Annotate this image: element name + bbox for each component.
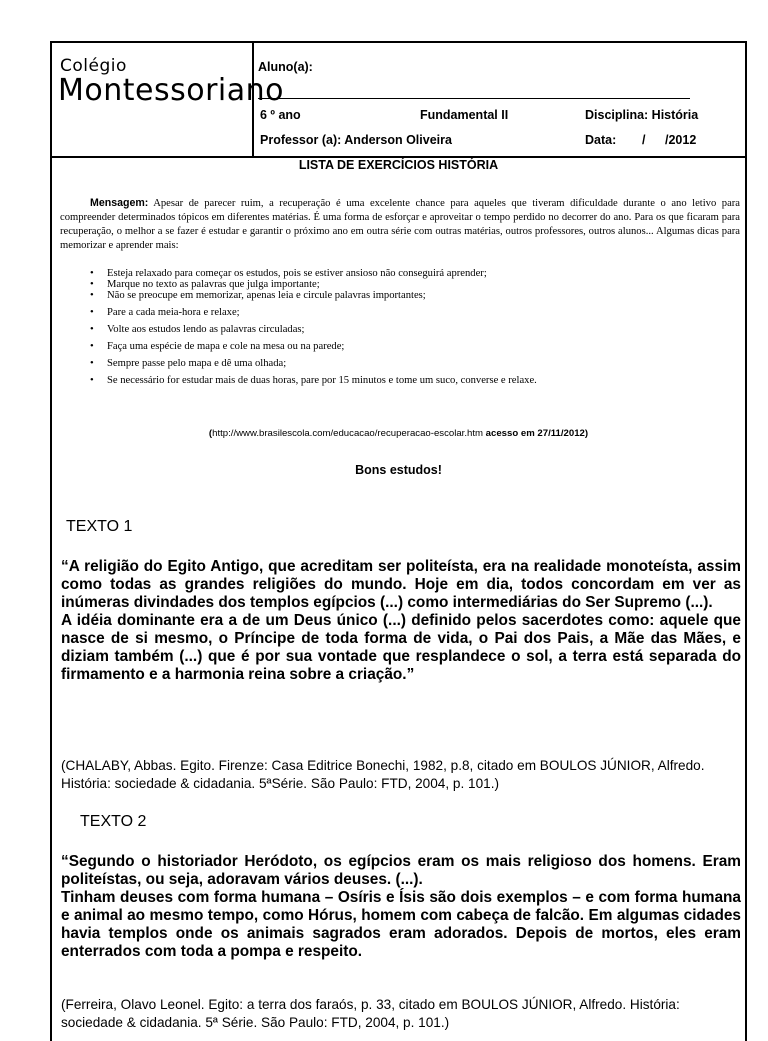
teacher: Professor (a): Anderson Oliveira [260, 133, 452, 147]
worksheet-page [50, 41, 747, 1041]
source-access-date: acesso em 27/11/2012) [483, 428, 589, 439]
bullet-icon: • [90, 358, 94, 369]
list-item: • Esteja relaxado para começar os estudos, pois se estiver ansioso não conseguirá aprender; [90, 268, 487, 279]
bullet-icon: • [90, 279, 94, 290]
header [52, 43, 745, 158]
list-item: • Faça uma espécie de mapa e cole na mesa ou na parede; [90, 341, 345, 352]
bullet-icon: • [90, 341, 94, 352]
texto2-citation: (Ferreira, Olavo Leonel. Egito: a terra dos faraós, p. 33, citado em BOULOS JÚNIOR, Alfredo. História: sociedade & cidadania. 5ª Série. São Paulo: FTD, 2004, p. 101.) [61, 997, 680, 1030]
list-item: • Volte aos estudos lendo as palavras circuladas; [90, 324, 305, 335]
bullet-icon: • [90, 324, 94, 335]
texto2-quote: “Segundo o historiador Heródoto, os egípcios eram os mais religioso dos homens. Eram politeístas, ou seja, adoravam vários deuses. (...). Tinham deuses com forma humana – Osíris e Ísis são dois exemplos – e com forma humana e animal ao mesmo tempo, como Hórus, homem com cabeça de falcão. Em algumas cidades havia templos onde os animais sagrados eram adorados. Depois de mortos, eles eram enterrados com toda a pompa e respeito. [61, 853, 741, 960]
bullet-icon: • [90, 290, 94, 301]
date-separator: / [642, 133, 646, 147]
student-info [252, 43, 745, 156]
subject: Disciplina: História [585, 108, 699, 122]
texto1-heading: TEXTO 1 [66, 518, 133, 535]
logo-line1: Colégio [60, 56, 127, 76]
message-paragraph [60, 196, 740, 253]
list-item: • Pare a cada meia-hora e relaxe; [90, 307, 240, 318]
texto1-citation: (CHALABY, Abbas. Egito. Firenze: Casa Editrice Bonechi, 1982, p.8, citado em BOULOS JÚNIOR, Alfredo. História: sociedade & cidadania. 5ªSérie. São Paulo: FTD, 2004, p. 101.) [61, 758, 705, 791]
tips-list [52, 268, 742, 392]
logo-line2: Montessoriano [58, 73, 285, 108]
bullet-icon: • [90, 307, 94, 318]
source-reference: (http://www.brasilescola.com/educacao/recuperacao-escolar.htm acesso em 27/11/2012) [208, 428, 589, 439]
list-item: • Se necessário for estudar mais de duas horas, pare por 15 minutos e tome um suco, converse e relaxe. [90, 375, 537, 386]
school-level: Fundamental II [420, 108, 509, 122]
bullet-icon: • [90, 375, 94, 386]
closing-message: Bons estudos! [355, 463, 442, 477]
date-year: /2012 [665, 133, 697, 147]
texto2-heading: TEXTO 2 [80, 813, 147, 830]
page-title: LISTA DE EXERCÍCIOS HISTÓRIA [298, 158, 499, 172]
date-label: Data: [585, 133, 617, 147]
message-label: Mensagem: [90, 197, 149, 209]
texto1-quote: “A religião do Egito Antigo, que acreditam ser politeísta, era na realidade monoteísta, assim como todas as grandes religiões do mundo. Hoje em dia, todos concordam em ver as inúmeras divindades dos templos egípcios (...) como intermediárias do Ser Supremo (...). A idéia dominante era a de um Deus único (...) definido pelos sacerdotes como: aquele que nasce de si mesmo, o Príncipe de toda forma de vida, o Pai dos Pais, a Mãe das Mães, e diziam também (...) que é por sua vontade que resplandece o sol, a terra está separada do firmamento e a harmonia reina sobre a criação.” [61, 558, 741, 683]
source-url: http://www.brasilescola.com/educacao/recuperacao-escolar.htm [212, 428, 483, 439]
list-item: • Não se preocupe em memorizar, apenas leia e circule palavras importantes; [90, 290, 426, 301]
message-text: Apesar de parecer ruim, a recuperação é uma excelente chance para aqueles que tiveram dificuldade durante o ano letivo para compreender determinados tópicos em diferentes matérias. É uma forma de esforçar e aproveitar o tempo perdido no decorrer do ano. Para os que ficaram para recuperação, o melhor a se fazer é estudar e garantir o próximo ano em outra série com outras matérias, outros professores, outros alunos... Algumas dicas para memorizar e aprender mais: [60, 198, 740, 251]
student-name-line[interactable] [258, 98, 690, 99]
list-item: • Marque no texto as palavras que julga importante; [90, 279, 320, 290]
grade-year: 6 º ano [260, 108, 301, 122]
bullet-icon: • [90, 268, 94, 279]
student-name-label: Aluno(a): [258, 60, 313, 74]
list-item: • Sempre passe pelo mapa e dê uma olhada; [90, 358, 287, 369]
